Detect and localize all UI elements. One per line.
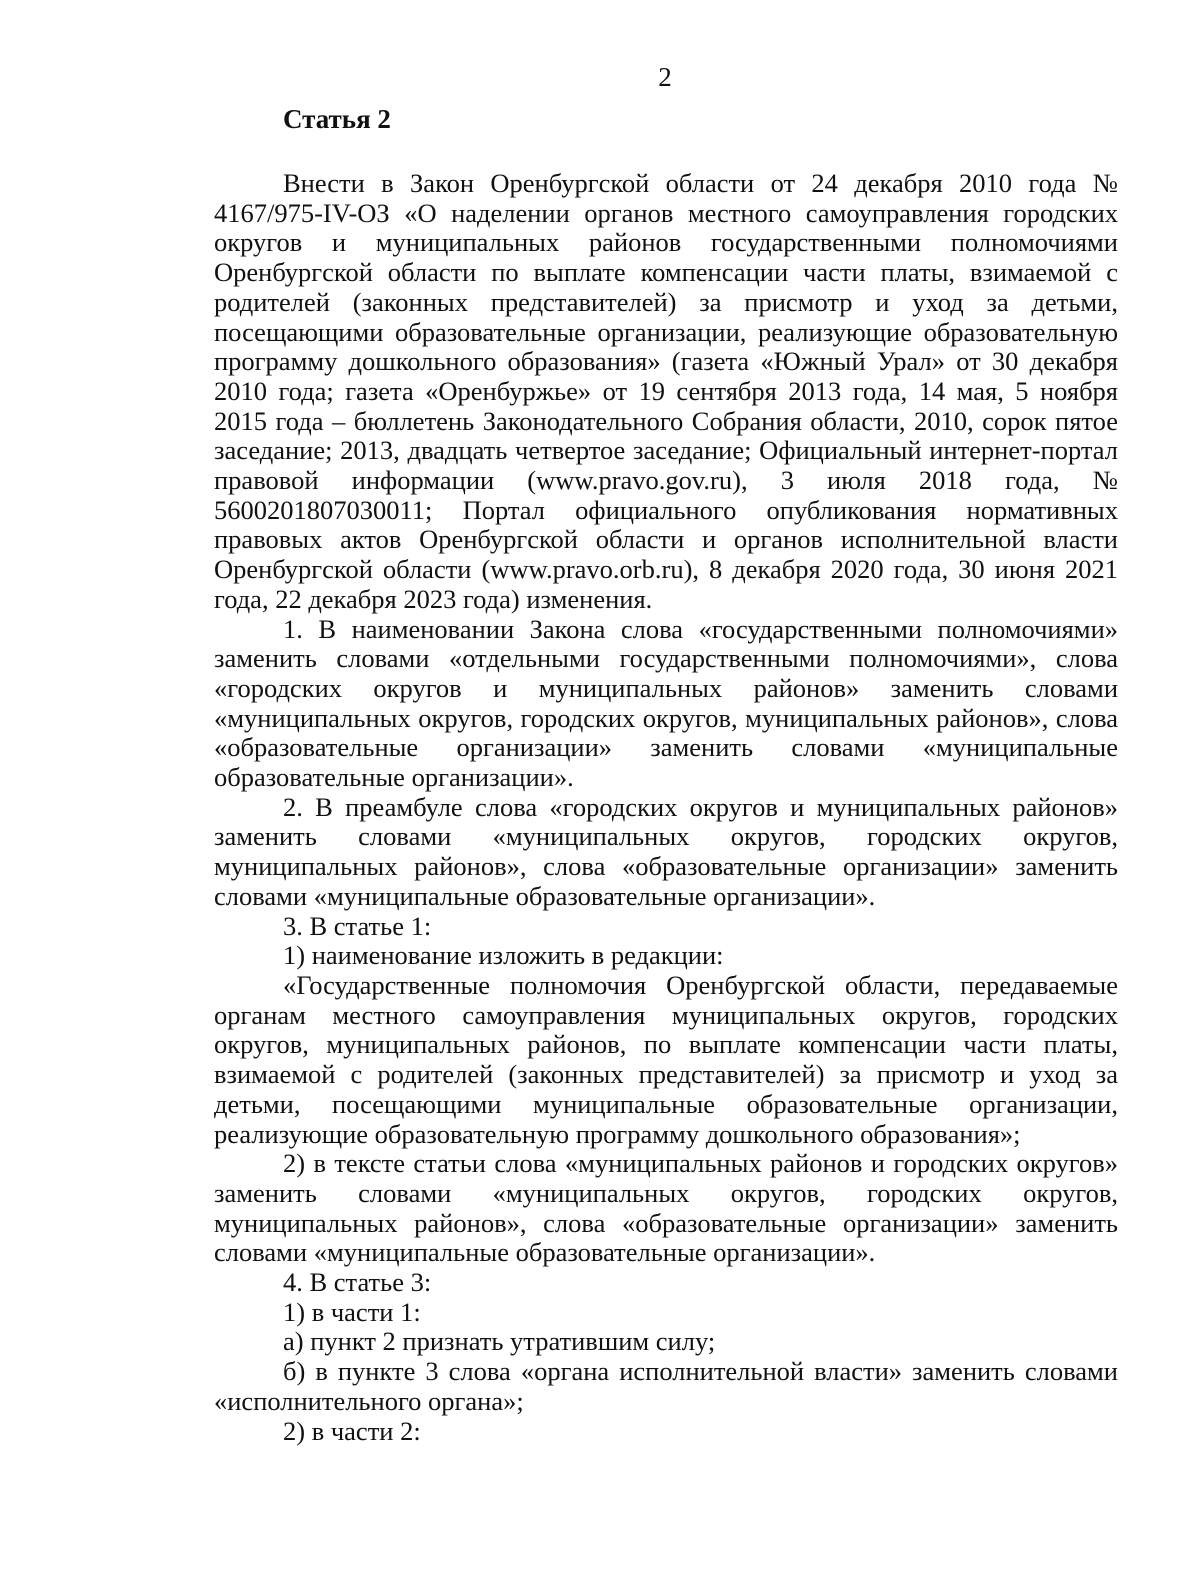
paragraph-item-4-1: 1) в части 1: — [283, 1296, 421, 1327]
paragraph-intro: Внести в Закон Оренбургской области от 24 декабря 2010 года № 4167/975-IV-ОЗ «О наделении органов местного самоуправления городских округов и муниципальных районов государственными полномочиями Оренбургской области по выплате компенсации части платы, взимаемой с родителей (законных представителей) за присмотр и уход за детьми, посещающими образовательные организации, реализующие образовательную программу дошкольного образования» (газета «Южный Урал» от 30 декабря 2010 года; газета «Оренбуржье» от 19 сентября 2013 года, 14 мая, 5 ноября 2015 года – бюллетень Законодательного Собрания области, 2010, сорок пятое заседание; 2013, двадцать четвертое заседание; Официальный интернет-портал правовой информации (www.pravo.gov.ru), 3 июля 2018 года, № 5600201807030011; Портал официального опубликования нормативных правовых актов Оренбургской области и органов исполнительной власти Оренбургской области (www.pravo.orb.ru), 8 декабря 2020 года, 30 июня 2021 года, 22 декабря 2023 года) изменения. — [214, 168, 1118, 614]
paragraph-item-2: 2. В преамбуле слова «городских округов и муниципальных районов» заменить словами «муниципальных округов, городских округов, муниципальных районов», слова «образовательные организации» заменить словами «муниципальные образовательные организации». — [214, 791, 1118, 911]
paragraph-item-4: 4. В статье 3: — [283, 1267, 432, 1298]
paragraph-item-1: 1. В наименовании Закона слова «государственными полномочиями» заменить словами «отдельными государственными полномочиями», слова «городских округов и муниципальных районов» заменить словами «муниципальных округов, городских округов, муниципальных районов», слова «образовательные организации» заменить словами «муниципальные образовательные организации». — [214, 613, 1118, 793]
paragraph-item-4-1-b: б) в пункте 3 слова «органа исполнительной власти» заменить словами «исполнительного органа»; — [214, 1356, 1118, 1416]
article-body — [214, 169, 1118, 1446]
paragraph-quote: «Государственные полномочия Оренбургской области, передаваемые органам местного самоуправления муниципальных округов, городских округов, муниципальных районов, по выплате компенсации части платы, взимаемой с родителей (законных представителей) за присмотр и уход за детьми, посещающими муниципальные образовательные организации, реализующие образовательную программу дошкольного образования»; — [214, 969, 1118, 1149]
paragraph-item-4-1-a: а) пункт 2 признать утратившим силу; — [283, 1326, 716, 1357]
paragraph-item-4-2: 2) в части 2: — [283, 1415, 421, 1446]
article-heading: Статья 2 — [283, 104, 391, 134]
paragraph-item-3-2: 2) в тексте статьи слова «муниципальных районов и городских округов» заменить словами «муниципальных округов, городских округов, муниципальных районов», слова «образовательные организации» заменить словами «муниципальные образовательные организации». — [214, 1148, 1118, 1268]
paragraph-item-3: 3. В статье 1: — [283, 910, 432, 941]
page-number: 2 — [658, 62, 672, 92]
paragraph-item-3-1: 1) наименование изложить в редакции: — [283, 940, 724, 971]
